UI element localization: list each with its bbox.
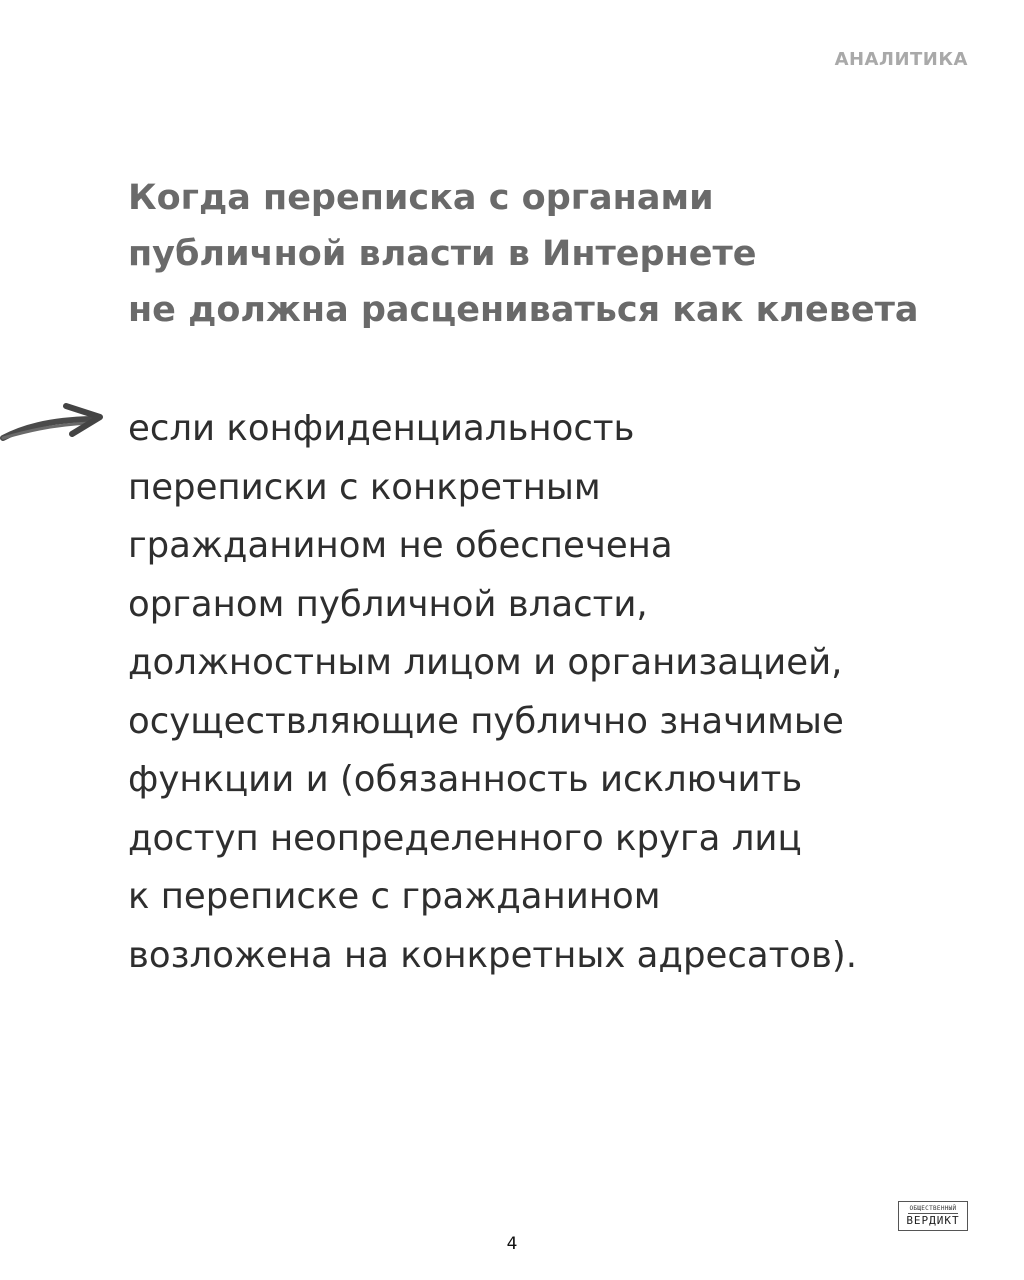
logo-bottom-text: ВЕРДИКТ [906,1214,960,1227]
bullet-line: функции и (обязанность исключить [128,759,803,800]
section-category-label: АНАЛИТИКА [834,49,968,70]
bullet-line: гражданином не обеспечена [128,525,673,566]
page-number: 4 [506,1234,518,1254]
bullet-line: осуществляющие публично значимые [128,700,844,742]
bullet-line: переписки с конкретным [128,466,601,508]
bullet-line: органом публичной власти, [128,583,648,625]
arrow-right-icon [0,398,108,448]
bullet-line: должностным лицом и организацией, [128,642,843,683]
bullet-line: возложена на конкретных адресатов). [128,934,858,976]
heading-line: Когда переписка с органами [128,178,714,218]
bullet-line: к переписке с гражданином [128,876,661,917]
bullet-line: если конфиденциальность [128,408,635,449]
page-heading [128,170,988,338]
heading-line: не должна расцениваться как клевета [128,290,919,330]
bullet-text [128,400,1008,985]
logo-top-text: ОБЩЕСТВЕННЫЙ [909,1205,957,1212]
heading-line: публичной власти в Интернете [128,234,757,274]
brand-logo [898,1201,968,1231]
bullet-line: доступ неопределенного круга лиц [128,817,802,859]
